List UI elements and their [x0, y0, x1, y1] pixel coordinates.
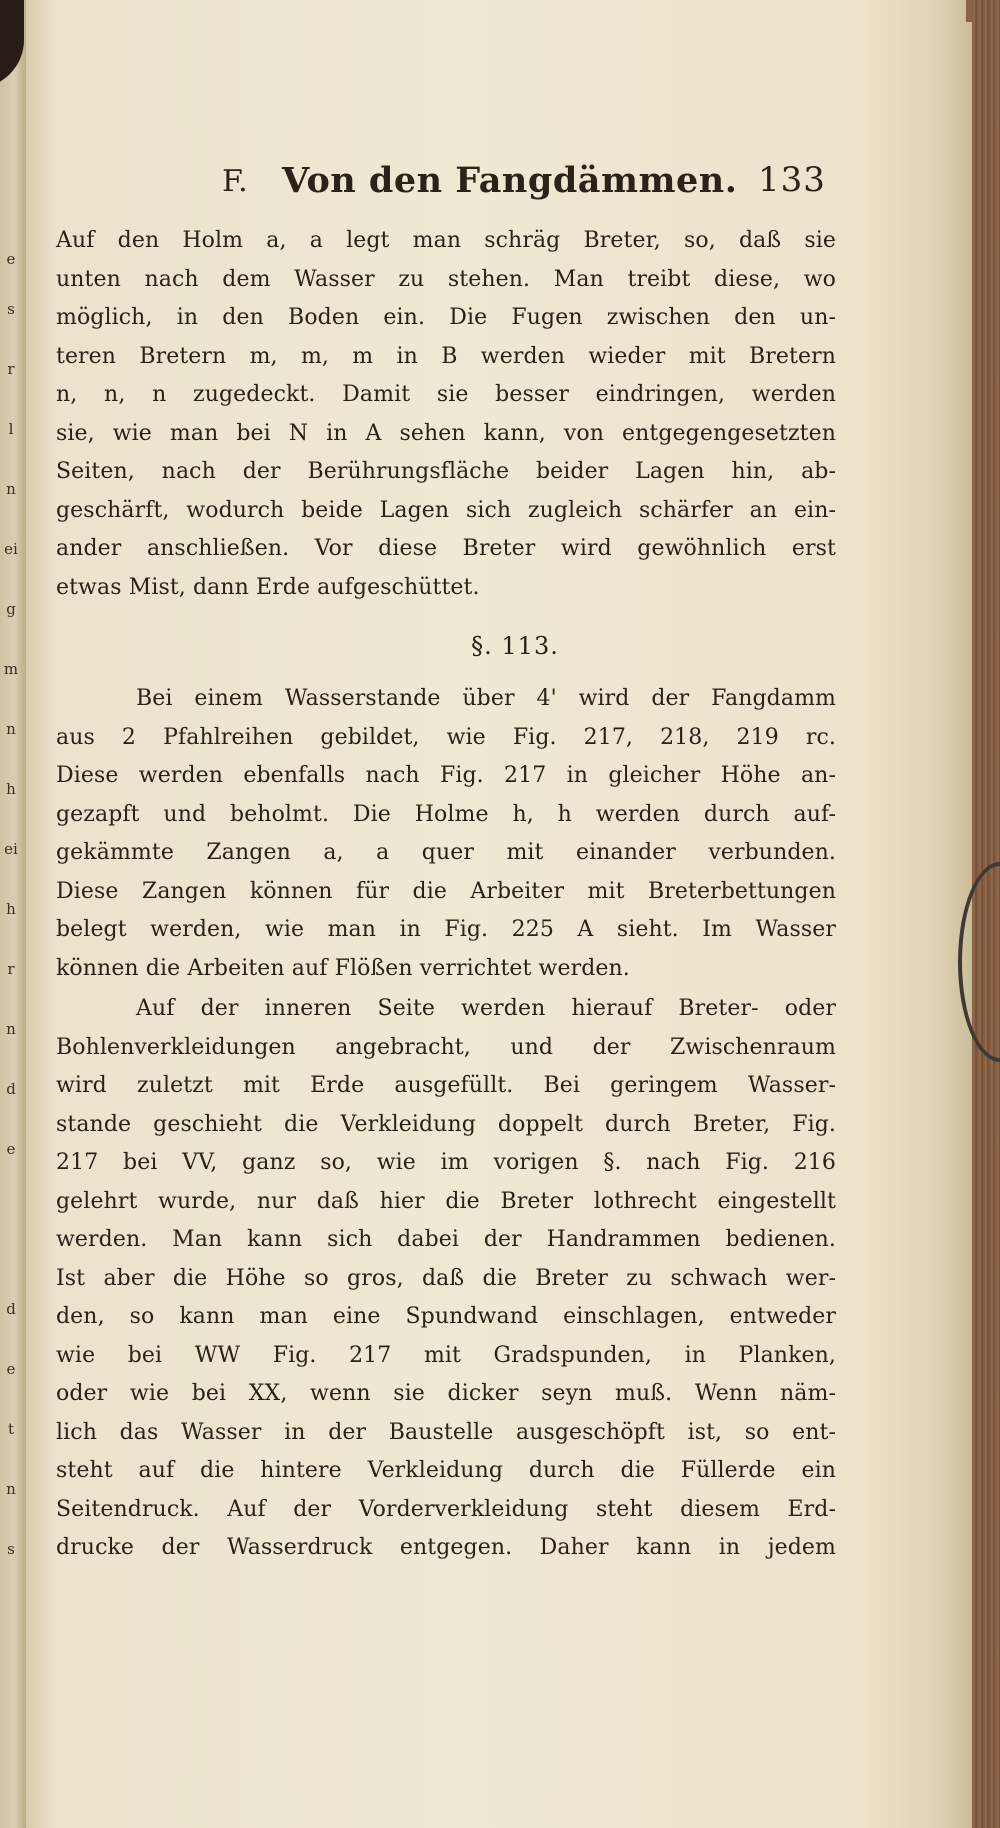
text-line: stande geschieht die Verkleidung doppelt durch Breter, Fig.: [56, 1111, 836, 1137]
text-line: n, n, n zugedeckt. Damit sie besser eindringen, werden: [56, 382, 836, 407]
text-line: belegt werden, wie man in Fig. 225 A sieht. Im Wasser: [56, 917, 836, 942]
text-line: etwas Mist, dann Erde aufgeschüttet.: [56, 574, 480, 600]
text-line: wie bei WW Fig. 217 mit Gradspunden, in Planken,: [56, 1342, 836, 1368]
text-line: können die Arbeiten auf Flößen verrichtet werden.: [56, 955, 630, 981]
text-line: ander anschließen. Vor diese Breter wird gewöhnlich erst: [56, 536, 836, 561]
paragraph-1: [56, 222, 836, 607]
header-section-letter: F.: [222, 164, 248, 199]
page-number: 133: [758, 160, 826, 200]
text-line: oder wie bei XX, wenn sie dicker seyn muß. Wenn näm-: [56, 1381, 836, 1406]
facing-page-margin-fragments: e s r l n ei g m n h ei h r n d e d e t n s: [3, 250, 19, 1558]
text-line: 217 bei VV, ganz so, wie im vorigen §. nach Fig. 216: [56, 1150, 836, 1175]
text-line: Seiten, nach der Berührungsfläche beider Lagen hin, ab-: [56, 459, 836, 484]
text-line: wird zuletzt mit Erde ausgefüllt. Bei geringem Wasser-: [56, 1073, 836, 1098]
text-line: sie, wie man bei N in A sehen kann, von entgegengesetzten: [56, 420, 836, 446]
text-line: Bei einem Wasserstande über 4' wird der Fangdamm: [136, 686, 836, 711]
text-line: Auf der inneren Seite werden hierauf Breter- oder: [136, 996, 836, 1021]
header-title: Von den Fangdämmen.: [282, 160, 738, 201]
text-line: möglich, in den Boden ein. Die Fugen zwischen den un-: [56, 305, 836, 330]
text-line: Auf den Holm a, a legt man schräg Breter, so, daß sie: [56, 228, 836, 253]
text-line: teren Bretern m, m, m in B werden wieder mit Bretern: [56, 343, 836, 369]
paragraph-3: [56, 990, 836, 1568]
text-line: Diese Zangen können für die Arbeiter mit Breterbettungen: [56, 878, 836, 904]
text-line: steht auf die hintere Verkleidung durch die Füllerde ein: [56, 1458, 836, 1483]
text-line: gezapft und beholmt. Die Holme h, h werden durch auf-: [56, 801, 836, 827]
text-line: Diese werden ebenfalls nach Fig. 217 in gleicher Höhe an-: [56, 763, 836, 788]
text-line: geschärft, wodurch beide Lagen sich zugleich schärfer an ein-: [56, 497, 836, 523]
text-line: Seitendruck. Auf der Vorderverkleidung steht diesem Erd-: [56, 1496, 836, 1522]
text-line: gelehrt wurde, nur daß hier die Breter lothrecht eingestellt: [56, 1188, 836, 1214]
section-heading: §. 113.: [471, 632, 559, 660]
text-line: gekämmte Zangen a, a quer mit einander verbunden.: [56, 840, 836, 865]
text-line: Bohlenverkleidungen angebracht, und der Zwischenraum: [56, 1034, 836, 1060]
text-line: Ist aber die Höhe so gros, daß die Breter zu schwach wer-: [56, 1265, 836, 1291]
running-header: [0, 156, 1000, 206]
text-line: unten nach dem Wasser zu stehen. Man treibt diese, wo: [56, 266, 836, 292]
text-line: den, so kann man eine Spundwand einschlagen, entweder: [56, 1304, 836, 1329]
text-line: aus 2 Pfahlreihen gebildet, wie Fig. 217, 218, 219 rc.: [56, 724, 836, 750]
text-line: werden. Man kann sich dabei der Handrammen bedienen.: [56, 1227, 836, 1252]
text-line: lich das Wasser in der Baustelle ausgeschöpft ist, so ent-: [56, 1419, 836, 1445]
paragraph-2: [56, 680, 836, 988]
text-line: drucke der Wasserdruck entgegen. Daher kann in jedem: [56, 1535, 836, 1560]
